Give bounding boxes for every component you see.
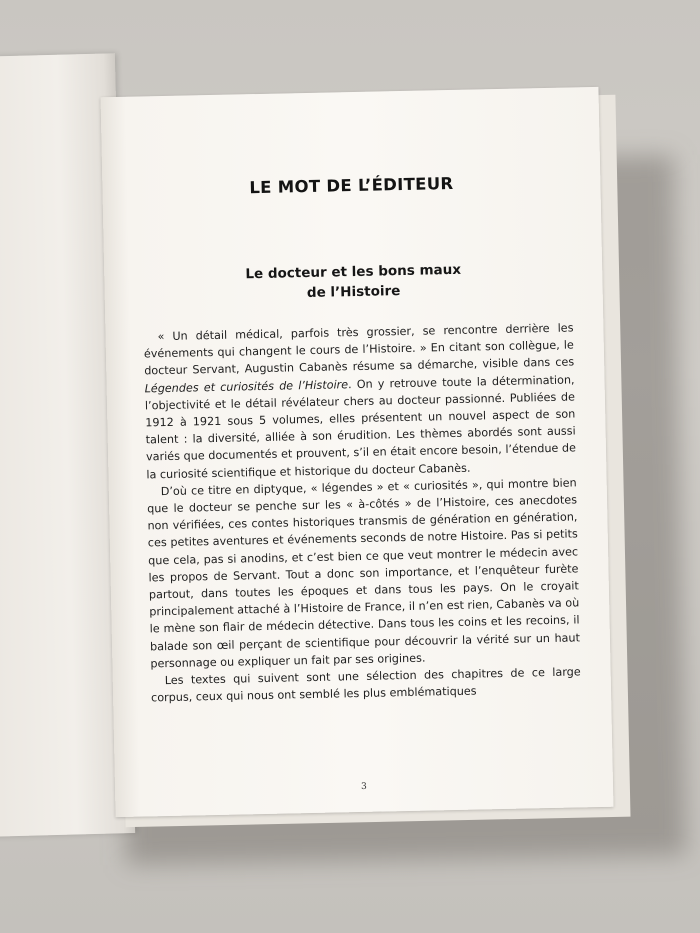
paragraph-2: D’où ce titre en diptyque, « légendes » et « curiosités », qui montre bien que le docteur se penche sur les « à-côtés » de l’Histoire, ces anecdotes non vérifiées, ces contes historiques transmis de génération en génération, ces petites aventures et événements seconds de notre Histoire. Pas si petits que cela, pas si anodins, et c’est bien ce que veut montrer le médecin avec les propos de Servant. Tout a donc son importance, et l’enquêteur furète partout, dans toutes les époques et dans tous les pays. On le croyait principalement attaché à l’Histoire de France, il n’en est rien, Cabanès va où le mène son flair de médecin détective. Dans tous les coins et les recoins, il balade son œil perçant de scientifique pour découvrir la vérité sur un haut personnage ou expliquer un fait par ses origines. bbox=[147, 476, 581, 671]
section-title bbox=[104, 257, 603, 307]
paragraph-3: Les textes qui suivent sont une sélection des chapitres de ce large corpus, ceux qui nous ont semblé les plus emblématiques bbox=[150, 665, 581, 705]
paragraph-1 bbox=[143, 319, 576, 483]
right-page bbox=[101, 87, 614, 817]
page-title: LE MOT DE L’ÉDITEUR bbox=[249, 173, 454, 198]
paragraph-1-end: . On y retrouve toute la détermination, l’objectivité et le détail révélateur chers au docteur passionné. Publiées de 1912 à 1921 sous 5 volumes, elles présentent un nouvel aspect de son talent : la diversité, alliée à son érudition. Les thèmes abordés sont aussi variés que documentés et prouvent, s’il en était encore besoin, l’étendue de la curiosité scientifique et historique du docteur Cabanès. bbox=[144, 373, 577, 482]
book-title-italic: Légendes et curiosités de l’Histoire bbox=[144, 377, 349, 396]
section-title-line-1: Le docteur et les bons maux bbox=[245, 261, 462, 283]
body-text bbox=[143, 319, 581, 706]
section-title-line-2: de l’Histoire bbox=[306, 283, 401, 302]
page-number: 3 bbox=[361, 781, 367, 792]
paragraph-1-start: « Un détail médical, parfois très grossier, se rencontre derrière les événements qui changent le cours de l’Histoire. » En citant son collègue, le docteur Servant, Augustin Cabanès résume sa démarche, visible dans ces bbox=[143, 321, 575, 378]
